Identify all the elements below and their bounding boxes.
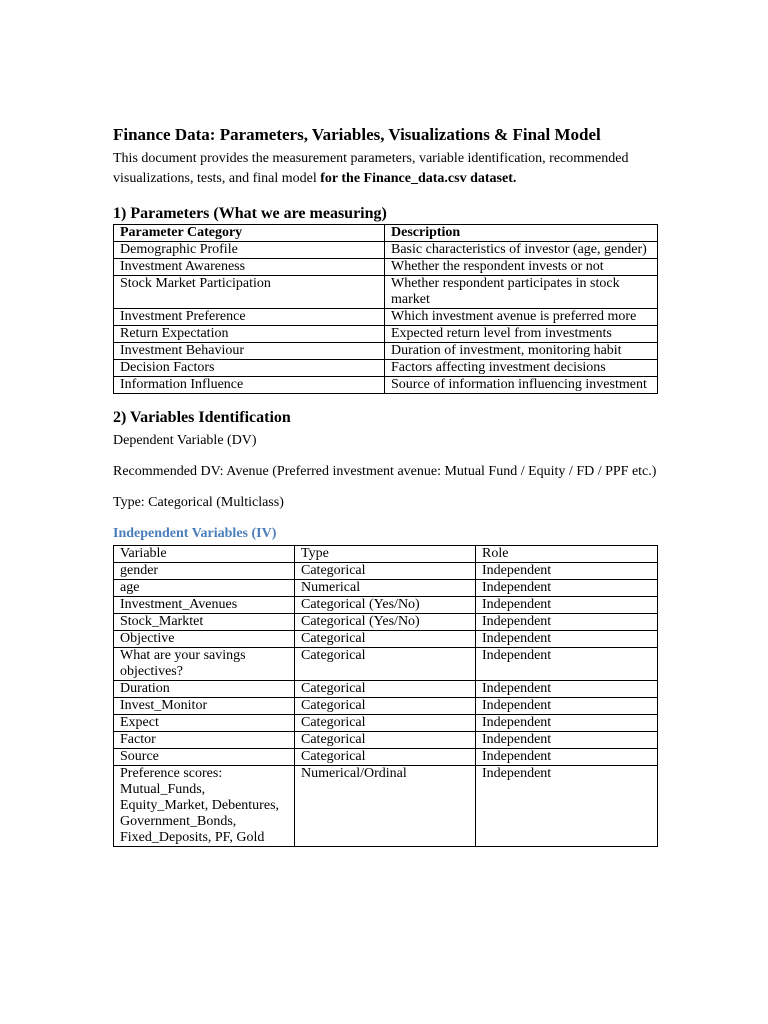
table-cell: Objective [114, 631, 295, 648]
table-cell: Return Expectation [114, 326, 385, 343]
table-cell: Stock_Marktet [114, 614, 295, 631]
table-cell: Categorical [295, 749, 476, 766]
table-cell: Independent [476, 563, 658, 580]
table-cell: age [114, 580, 295, 597]
table-row [114, 309, 658, 326]
column-header: Description [385, 225, 658, 242]
table-row [114, 749, 658, 766]
table-cell: Invest_Monitor [114, 698, 295, 715]
table-cell: Independent [476, 715, 658, 732]
dv-label: Dependent Variable (DV) [113, 433, 257, 448]
table-header-row [114, 225, 658, 242]
table-cell: Categorical [295, 563, 476, 580]
table-cell: Numerical [295, 580, 476, 597]
table-cell: Duration [114, 681, 295, 698]
dv-type: Type: Categorical (Multiclass) [113, 495, 284, 510]
intro-dataset-name: for the Finance_data.csv dataset. [320, 171, 517, 186]
table-row [114, 698, 658, 715]
intro-paragraph [113, 149, 657, 189]
document-page [113, 124, 657, 847]
table-cell: Independent [476, 631, 658, 648]
table-row [114, 326, 658, 343]
table-row [114, 597, 658, 614]
table-row [114, 360, 658, 377]
table-cell: Information Influence [114, 377, 385, 394]
column-header: Role [476, 546, 658, 563]
table-cell: Independent [476, 749, 658, 766]
table-cell: Investment Behaviour [114, 343, 385, 360]
table-row [114, 276, 658, 309]
column-header: Parameter Category [114, 225, 385, 242]
table-cell: Independent [476, 766, 658, 847]
section-2-heading: 2) Variables Identification [113, 409, 291, 426]
table-row [114, 631, 658, 648]
table-row [114, 681, 658, 698]
table-row [114, 766, 658, 847]
table-cell: Categorical [295, 681, 476, 698]
table-cell: Source [114, 749, 295, 766]
table-cell: Categorical (Yes/No) [295, 597, 476, 614]
iv-heading: Independent Variables (IV) [113, 526, 277, 541]
table-row [114, 614, 658, 631]
column-header: Type [295, 546, 476, 563]
table-row [114, 242, 658, 259]
table-cell: Categorical (Yes/No) [295, 614, 476, 631]
table-header-row [114, 546, 658, 563]
table-cell: Independent [476, 580, 658, 597]
table-cell: Expected return level from investments [385, 326, 658, 343]
section-1-heading: 1) Parameters (What we are measuring) [113, 205, 387, 222]
table-cell: Basic characteristics of investor (age, gender) [385, 242, 658, 259]
table-cell: Categorical [295, 732, 476, 749]
table-cell: Expect [114, 715, 295, 732]
table-row [114, 563, 658, 580]
table-row [114, 580, 658, 597]
table-cell: Independent [476, 681, 658, 698]
table-cell: Independent [476, 698, 658, 715]
table-row [114, 259, 658, 276]
table-row [114, 377, 658, 394]
parameters-table [113, 224, 658, 394]
table-cell: Independent [476, 614, 658, 631]
table-cell: Whether respondent participates in stock market [385, 276, 658, 309]
table-cell: Investment Preference [114, 309, 385, 326]
table-cell: Source of information influencing investment [385, 377, 658, 394]
table-row [114, 715, 658, 732]
table-cell: Factor [114, 732, 295, 749]
table-cell: What are your savings objectives? [114, 648, 295, 681]
table-cell: Numerical/Ordinal [295, 766, 476, 847]
table-cell: Which investment avenue is preferred more [385, 309, 658, 326]
table-cell: Factors affecting investment decisions [385, 360, 658, 377]
table-cell: Demographic Profile [114, 242, 385, 259]
table-cell: Independent [476, 597, 658, 614]
table-row [114, 648, 658, 681]
table-cell: gender [114, 563, 295, 580]
table-cell: Investment Awareness [114, 259, 385, 276]
table-cell: Independent [476, 732, 658, 749]
dv-recommended: Recommended DV: Avenue (Preferred investment avenue: Mutual Fund / Equity / FD / PPF etc.) [113, 464, 657, 479]
table-cell: Whether the respondent invests or not [385, 259, 658, 276]
table-cell: Decision Factors [114, 360, 385, 377]
table-cell: Categorical [295, 698, 476, 715]
intro-text: This document provides the measurement parameters, variable identification, recommended visualizations, tests, and final model [113, 151, 629, 186]
table-cell: Stock Market Participation [114, 276, 385, 309]
table-row [114, 343, 658, 360]
table-cell: Duration of investment, monitoring habit [385, 343, 658, 360]
table-cell: Investment_Avenues [114, 597, 295, 614]
column-header: Variable [114, 546, 295, 563]
table-cell: Categorical [295, 631, 476, 648]
table-cell: Independent [476, 648, 658, 681]
table-cell: Preference scores: Mutual_Funds, Equity_Market, Debentures, Government_Bonds, Fixed_Deposits, PF, Gold [114, 766, 295, 847]
document-title: Finance Data: Parameters, Variables, Visualizations & Final Model [113, 125, 601, 144]
table-row [114, 732, 658, 749]
independent-variables-table [113, 545, 658, 847]
table-cell: Categorical [295, 648, 476, 681]
table-cell: Categorical [295, 715, 476, 732]
